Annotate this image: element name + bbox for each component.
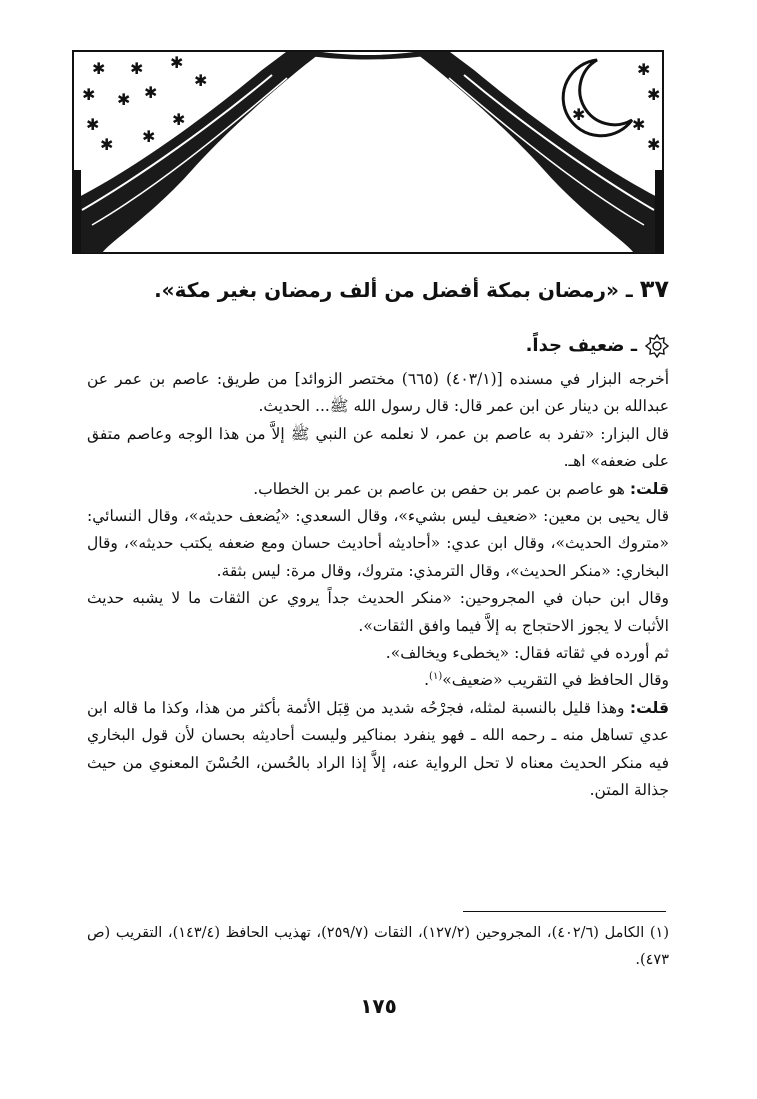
svg-text:✱: ✱ — [144, 83, 158, 102]
paragraph-thiqat — [87, 640, 669, 667]
footnote-divider — [463, 911, 666, 912]
paragraph-text: وقال الحافظ في التقريب «ضعيف» — [442, 671, 669, 690]
paragraph-text: ثم أورده في ثقاته فقال: «يخطىء ويخالف». — [385, 644, 669, 663]
flower-ornament-icon — [645, 334, 669, 358]
svg-text:✱: ✱ — [572, 105, 586, 124]
paragraph-taqrib — [87, 667, 669, 694]
hadith-title — [79, 274, 669, 305]
hadith-grade — [526, 332, 669, 360]
night-sky-arch-illustration — [72, 50, 664, 254]
paragraph-takhrij — [87, 366, 669, 421]
footnote — [87, 920, 669, 974]
paragraph-text: قال يحيى بن معين: «ضعيف ليس بشيء»، وقال السعدي: «يُضعف حديثه»، وقال النسائي: «متروك الحديث»، وقال ابن عدي: «أحاديثه أحاديث حسان ومع ضعفه يكتب حديثه»، وقال البخاري: «منكر الحديث»، وقال الترمذي: متروك، وقال مرة: ليس بثقة. — [87, 507, 669, 580]
grade-text: ـ ضعيف جداً. — [525, 335, 637, 356]
svg-text:✱: ✱ — [92, 59, 106, 78]
paragraph-bazzar — [87, 421, 669, 476]
svg-text:✱: ✱ — [82, 85, 96, 104]
svg-text:✱: ✱ — [194, 71, 208, 90]
footnote-text: (١) الكامل (٤٠٢/٦)، المجروحين (١٢٧/٢)، الثقات (٢٥٩/٧)، تهذيب الحافظ (١٤٣/٤)، التقريب (ص ٤٧٣). — [87, 925, 669, 968]
svg-text:✱: ✱ — [637, 60, 651, 79]
svg-text:✱: ✱ — [117, 90, 131, 109]
svg-text:✱: ✱ — [647, 85, 661, 104]
svg-text:✱: ✱ — [170, 53, 184, 72]
qultu-label: قلت: — [629, 479, 669, 498]
paragraph-text-tail: . — [424, 671, 430, 690]
hadith-number: ٣٧ — [639, 275, 669, 303]
footnote-reference[interactable]: (١) — [429, 671, 443, 683]
paragraph-narrator-critics — [87, 503, 669, 585]
paragraph-qultu-1 — [87, 476, 669, 503]
paragraph-ibn-hibban — [87, 585, 669, 640]
commentary-body — [87, 366, 669, 805]
paragraph-text: وقال ابن حبان في المجروحين: «منكر الحديث جداً يروي عن الثقات ما لا يشبه حديث الأثبات لا يجوز الاحتجاج به إلاَّ فيما وافق الثقات». — [87, 589, 669, 635]
paragraph-qultu-2 — [87, 695, 669, 805]
paragraph-text: وهذا قليل بالنسبة لمثله، فجرْحُه شديد من قِبَل الأئمة بأكثر من هذا، وكذا ما قاله ابن عدي تساهل منه ـ رحمه الله ـ فهو ينفرد بمناكير وليست أحاديثه بحسان لأن قول البخاري فيه منكر الحديث معناه لا تحل الرواية عنه، إلاَّ إذا الراد بالحُسن، الحُسْنَ المعنوي من حيث جذالة المتن. — [87, 698, 669, 800]
svg-text:✱: ✱ — [86, 115, 100, 134]
hadith-text: ـ «رمضان بمكة أفضل من ألف رمضان بغير مكة». — [154, 278, 633, 302]
svg-text:✱: ✱ — [632, 115, 646, 134]
paragraph-text: هو عاصم بن عمر بن حفص بن عاصم بن عمر بن الخطاب. — [253, 479, 630, 498]
svg-text:✱: ✱ — [100, 135, 114, 154]
paragraph-text: قال البزار: «تفرد به عاصم بن عمر، لا نعلمه عن النبي ﷺ إلاَّ من هذا الوجه وعاصم متفق على ضعفه» اهـ. — [87, 424, 669, 471]
paragraph-text: أخرجه البزار في مسنده [(٤٠٣/١) (٦٦٥) مختصر الزوائد] من طريق: عاصم بن عمر عن عبدالله بن دينار عن ابن عمر قال: قال رسول الله ﷺ... الحديث. — [87, 370, 669, 416]
qultu-label: قلت: — [629, 698, 669, 717]
svg-text:✱: ✱ — [647, 135, 661, 154]
svg-text:✱: ✱ — [172, 110, 186, 129]
decorative-header-banner — [72, 50, 664, 254]
svg-text:✱: ✱ — [130, 59, 144, 78]
page-number: ١٧٥ — [360, 994, 397, 1018]
svg-text:✱: ✱ — [142, 127, 156, 146]
